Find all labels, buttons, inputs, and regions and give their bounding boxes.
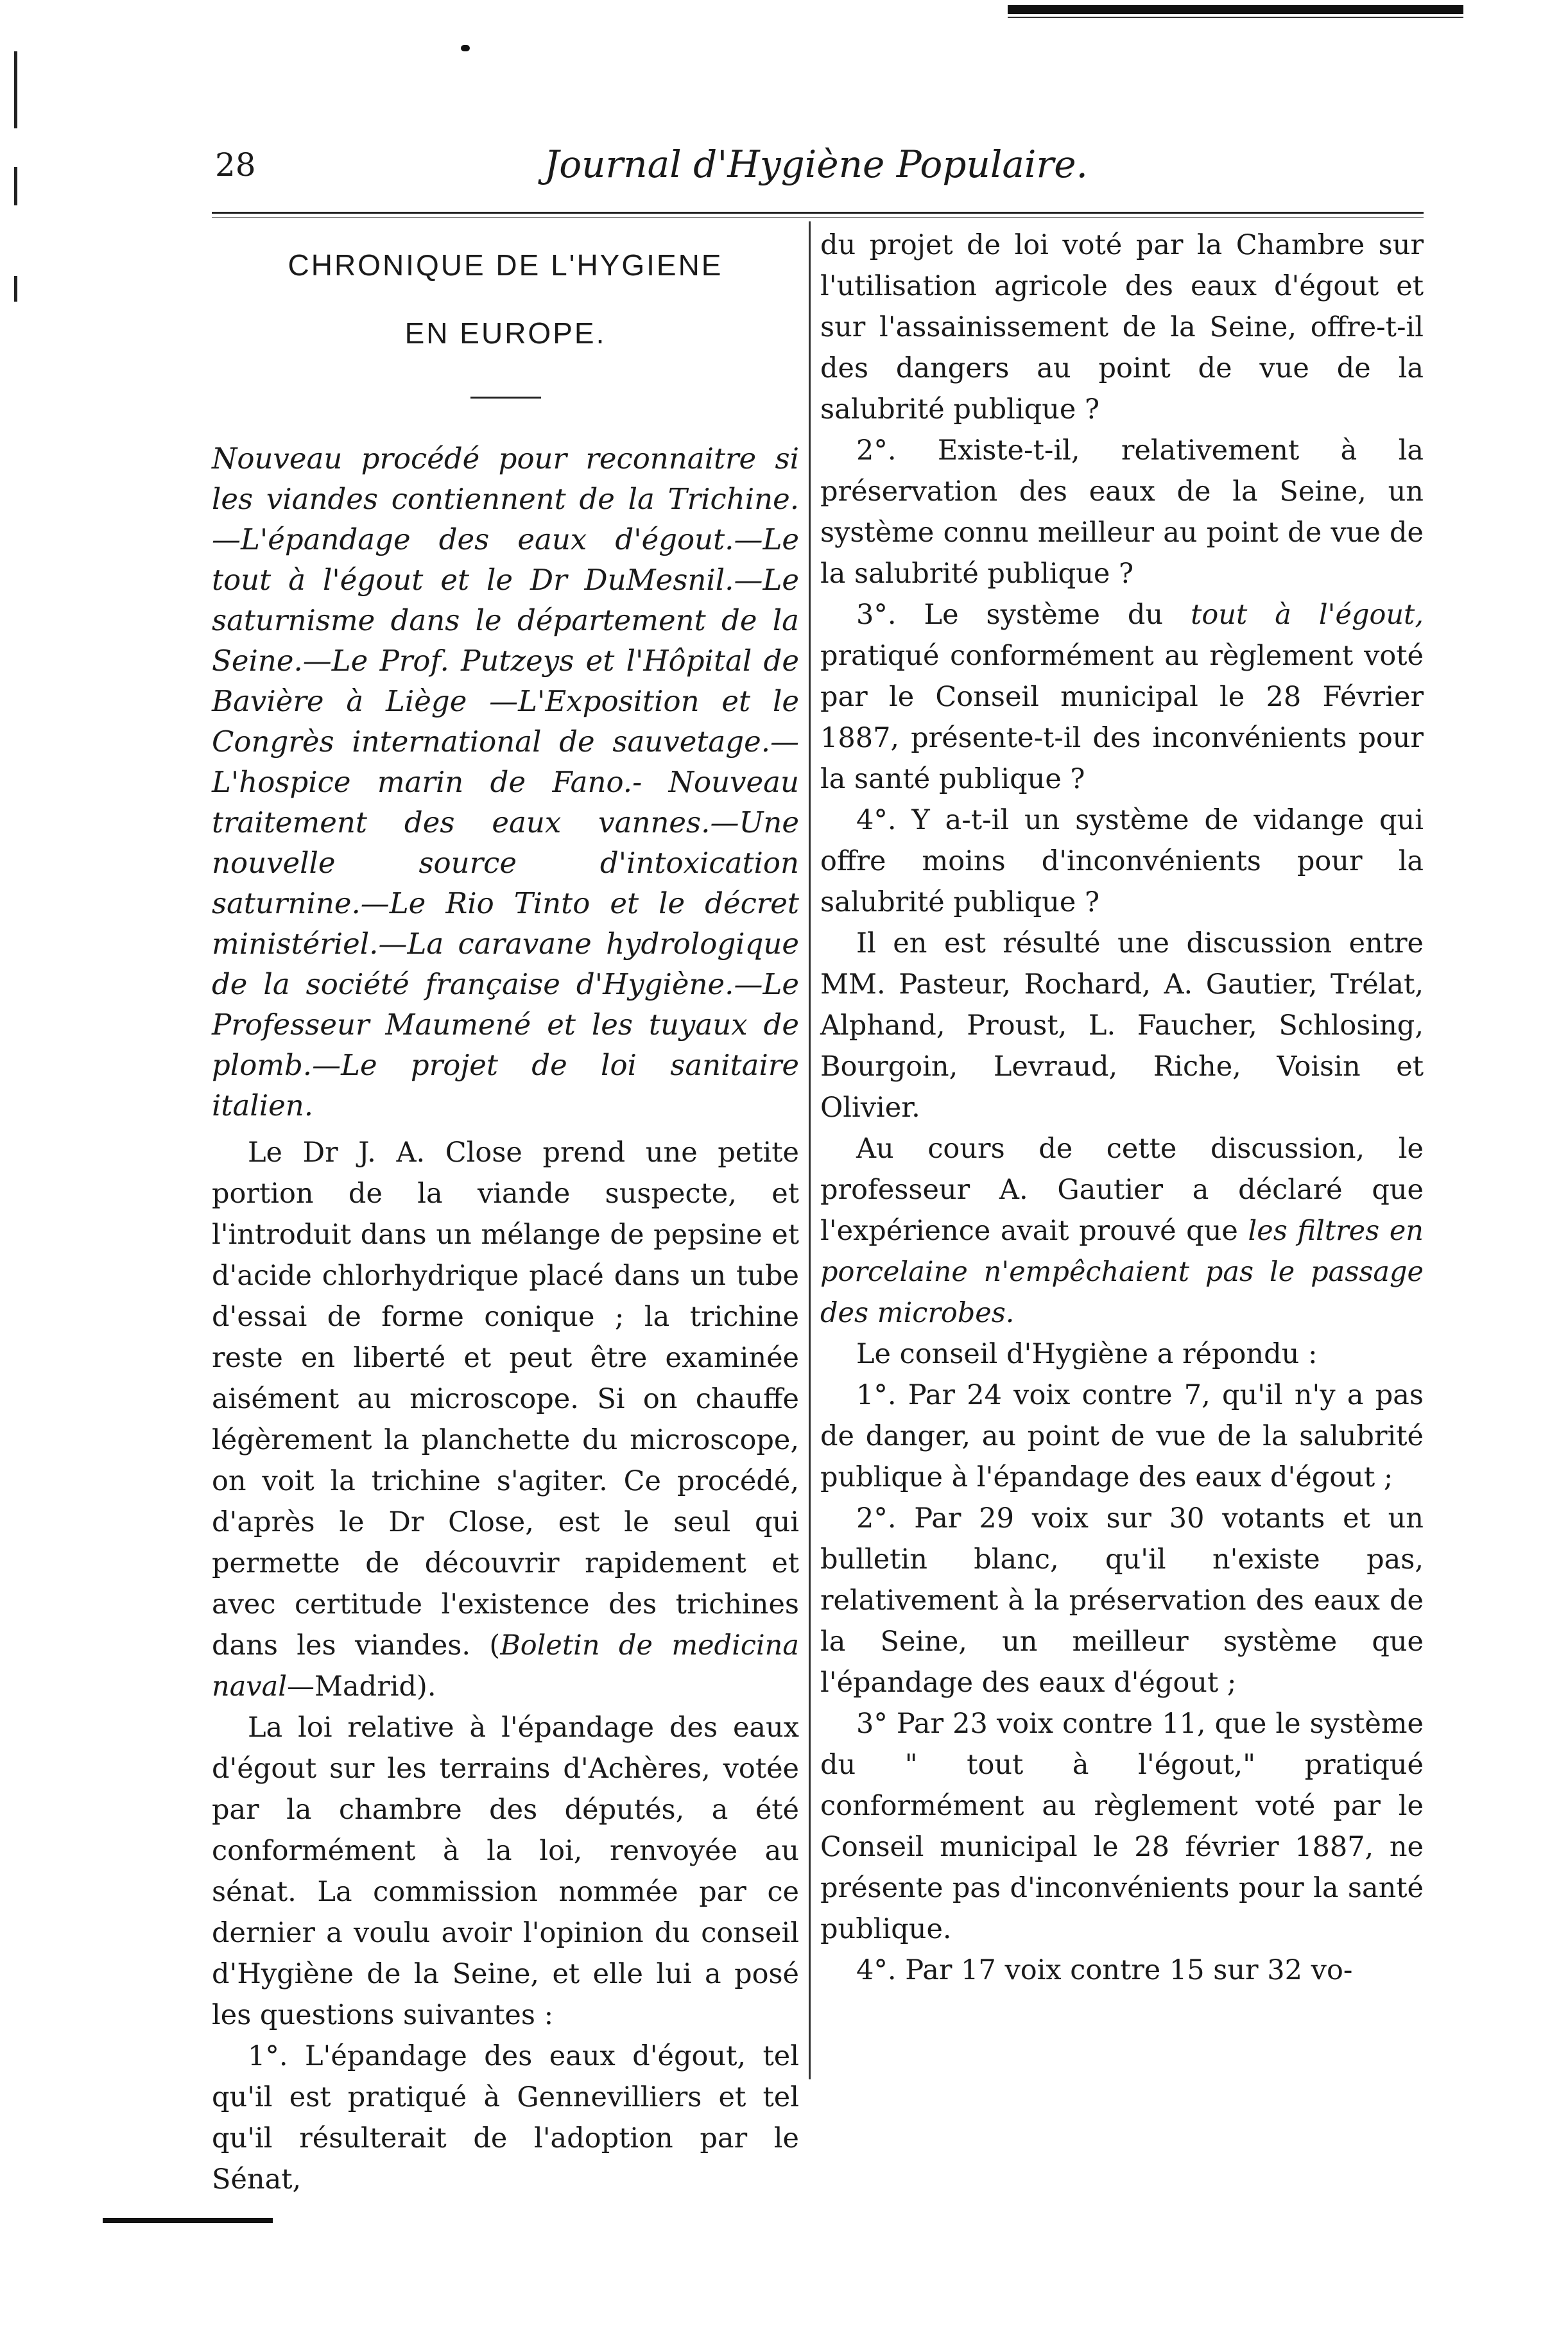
article-summary: Nouveau procédé pour reconnaitre si les viandes contiennent de la Trichine.—L'épandage des eaux d'égout.—Le tout à l'égout et le Dr DuMesnil.—Le saturnisme dans le département de la Seine.—Le Prof. Putzeys et l'Hôpital de Bavière à Liège —L'Exposition et le Congrès international de sauvetage.—L'hospice marin de Fano.- Nouveau traitement des eaux vannes.—Une nouvelle source d'intoxication saturnine.—Le Rio Tinto et le décret ministériel.—La caravane hydrologique de la société française d'Hygiène.—Le Professeur Maumené et les tuyaux de plomb.—Le projet de loi sanitaire italien. [212, 442, 799, 1122]
section-title-line-1: CHRONIQUE DE L'HYGIENE [288, 248, 723, 282]
scan-top-rule [1008, 5, 1463, 14]
paragraph: 2°. Existe-t-il, relativement à la préservation des eaux de la Seine, un système connu meilleur au point de vue de la salubrité publique ? [820, 434, 1424, 590]
paragraph-text: —Madrid). [287, 1671, 436, 1703]
column-divider [809, 221, 811, 2079]
paragraph-text: Au cours de cette discussion, le professeur A. Gautier a déclaré que l'expérience avait prouvé que [820, 1133, 1424, 1247]
paragraph: 2°. Par 29 voix sur 30 votants et un bulletin blanc, qu'il n'existe pas, relativement à la préservation des eaux de la Seine, un meilleur système que l'épandage des eaux d'égout ; [820, 1502, 1424, 1699]
paragraph: 1°. L'épandage des eaux d'égout, tel qu'il est pratiqué à Gennevilliers et tel qu'il résulterait de l'adoption par le Sénat, [212, 2040, 799, 2196]
header-rule-thin [212, 217, 1424, 218]
scan-bottom-rule [103, 2218, 273, 2223]
paragraph: 4°. Par 17 voix contre 15 sur 32 vo- [856, 1954, 1353, 1986]
title-rule [470, 397, 541, 399]
paragraph [820, 1128, 1424, 1334]
page-number: 28 [215, 146, 256, 184]
scan-left-edge-mark [14, 51, 17, 128]
paragraph: du projet de loi voté par la Chambre sur l'utilisation agricole des eaux d'égout et sur l'assainissement de la Seine, offre-t-il des dangers au point de vue de la salubrité publique ? [820, 229, 1424, 425]
running-title: Journal d'Hygiène Populaire. [544, 142, 1088, 186]
paragraph: 1°. Par 24 voix contre 7, qu'il n'y a pas de danger, au point de vue de la salubrité publique à l'épandage des eaux d'égout ; [820, 1379, 1424, 1493]
scan-left-edge-mark [14, 276, 17, 302]
paragraph: Le conseil d'Hygiène a répondu : [856, 1338, 1318, 1370]
paragraph: La loi relative à l'épandage des eaux d'égout sur les terrains d'Achères, votée par la chambre des députés, a été conformément à la loi, renvoyée au sénat. La commission nommée par ce dernier a voulu avoir l'opinion du conseil d'Hygiène de la Seine, et elle lui a posé les questions suivantes : [212, 1712, 799, 2031]
paragraph [212, 1132, 799, 1707]
paragraph: 3° Par 23 voix contre 11, que le système du " tout à l'égout," pratiqué conformément au règlement voté par le Conseil municipal le 28 février 1887, ne présente pas d'inconvénients pour la santé publique. [820, 1708, 1424, 1945]
source-citation: Boletin de medicina naval [212, 1629, 799, 1703]
section-title [212, 231, 799, 367]
paragraph [820, 594, 1424, 800]
paragraph-text: 3°. Le système du [856, 599, 1191, 631]
emphasis: les filtres en porcelaine n'empêchaient pas le passage des microbes. [820, 1215, 1424, 1329]
left-column [212, 231, 799, 2200]
paragraph: Il en est résulté une discussion entre MM. Pasteur, Rochard, A. Gautier, Trélat, Alphand, Proust, L. Faucher, Schlosing, Bourgoin, Levraud, Riche, Voisin et Olivier. [820, 927, 1424, 1124]
paragraph: 4°. Y a-t-il un système de vidange qui offre moins d'inconvénients pour la salubrité publique ? [820, 804, 1424, 918]
section-title-line-2: EN EUROPE. [404, 316, 607, 350]
scan-dot-mark [461, 45, 470, 51]
header-rule [212, 212, 1424, 214]
paragraph-text: pratiqué conformément au règlement voté par le Conseil municipal le 28 Février 1887, présente-t-il des inconvénients pour la santé publique ? [820, 640, 1424, 795]
scan-top-rule-thin [1008, 17, 1463, 18]
right-column [820, 225, 1424, 1991]
paragraph-text: Le Dr J. A. Close prend une petite portion de la viande suspecte, et l'introduit dans un mélange de pepsine et d'acide chlorhydrique placé dans un tube d'essai de forme conique ; la trichine reste en liberté et peut être examinée aisément au microscope. Si on chauffe légèrement la planchette du microscope, on voit la trichine s'agiter. Ce procédé, d'après le Dr Close, est le seul qui permette de découvrir rapidement et avec certitude l'existence des trichines dans les viandes. ( [212, 1137, 799, 1662]
emphasis: tout à l'égout, [1191, 599, 1424, 631]
